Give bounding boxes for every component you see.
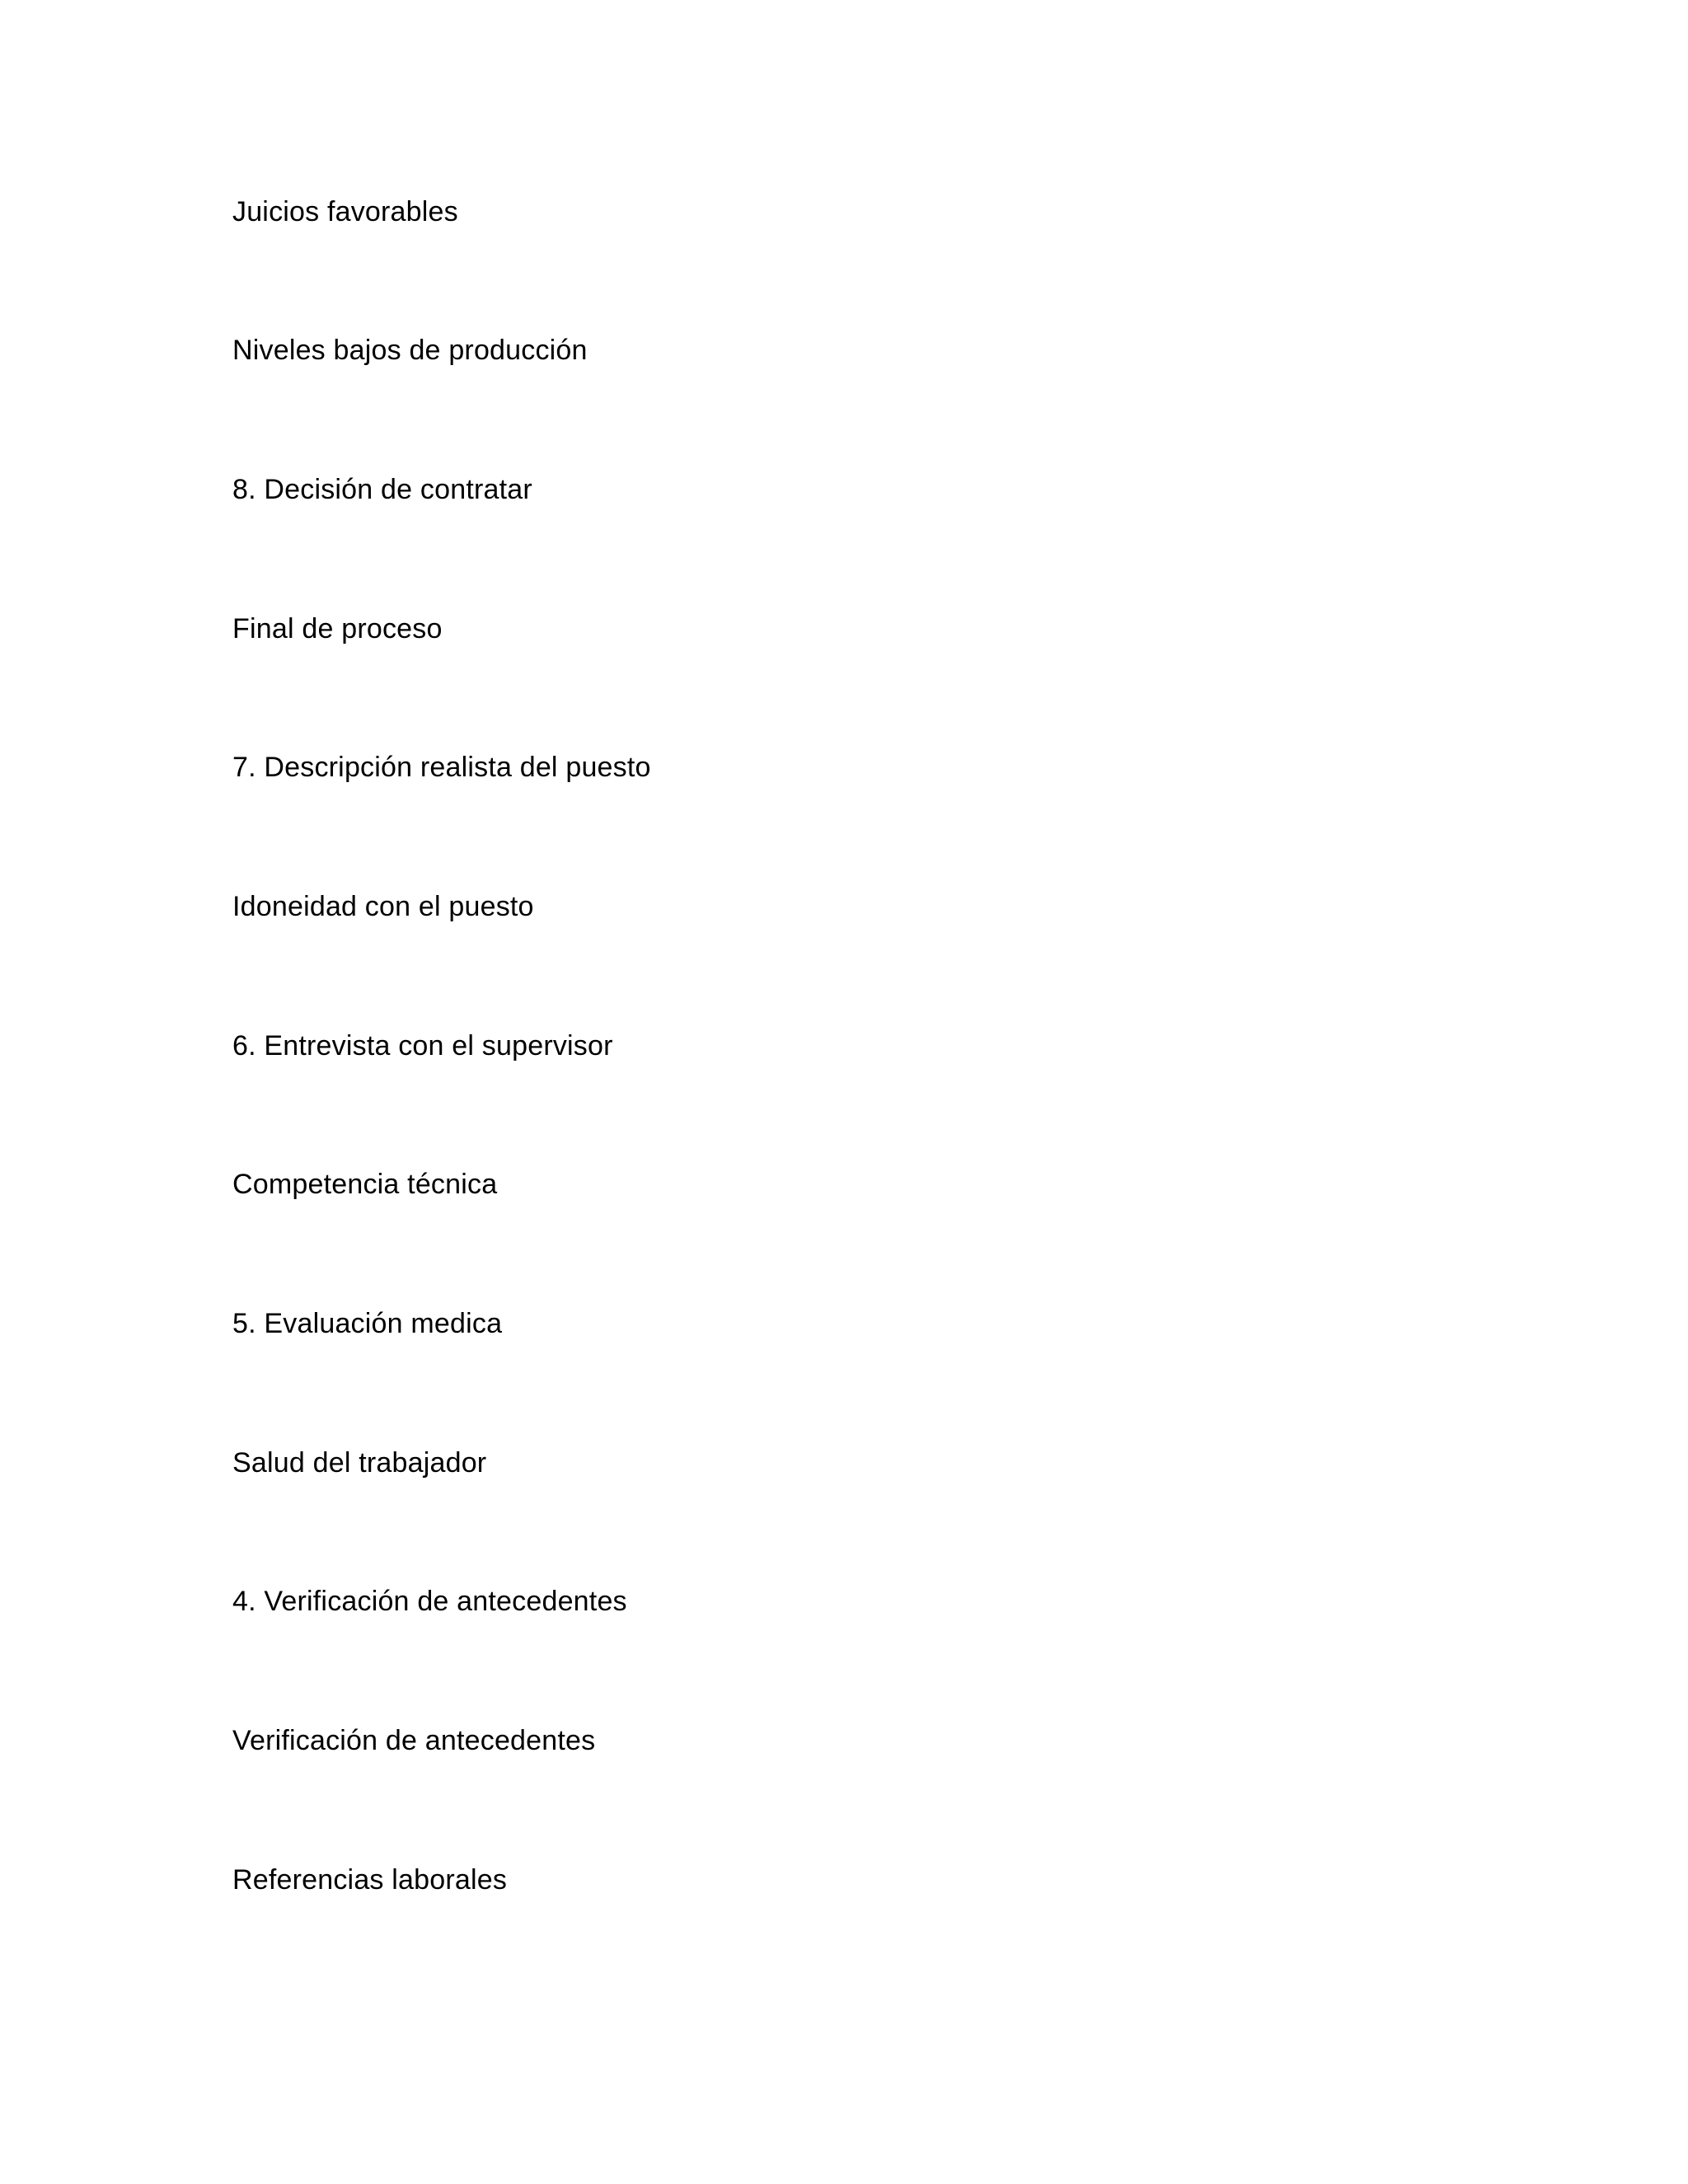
text-line-decision-contratar: 8. Decisión de contratar <box>232 474 532 505</box>
text-line-niveles-bajos: Niveles bajos de producción <box>232 335 588 366</box>
text-line-juicios-favorables: Juicios favorables <box>232 196 458 227</box>
text-line-final-proceso: Final de proceso <box>232 613 443 644</box>
text-line-competencia-tecnica: Competencia técnica <box>232 1169 498 1200</box>
text-line-idoneidad: Idoneidad con el puesto <box>232 891 534 922</box>
text-line-verificacion-antecedentes: Verificación de antecedentes <box>232 1725 596 1756</box>
text-line-evaluacion-medica: 5. Evaluación medica <box>232 1308 503 1339</box>
text-line-verificacion-antecedentes-numbered: 4. Verificación de antecedentes <box>232 1586 627 1617</box>
text-line-referencias-laborales: Referencias laborales <box>232 1864 508 1896</box>
text-line-descripcion-puesto: 7. Descripción realista del puesto <box>232 752 651 783</box>
text-line-salud-trabajador: Salud del trabajador <box>232 1447 487 1479</box>
text-line-entrevista-supervisor: 6. Entrevista con el supervisor <box>232 1030 613 1062</box>
